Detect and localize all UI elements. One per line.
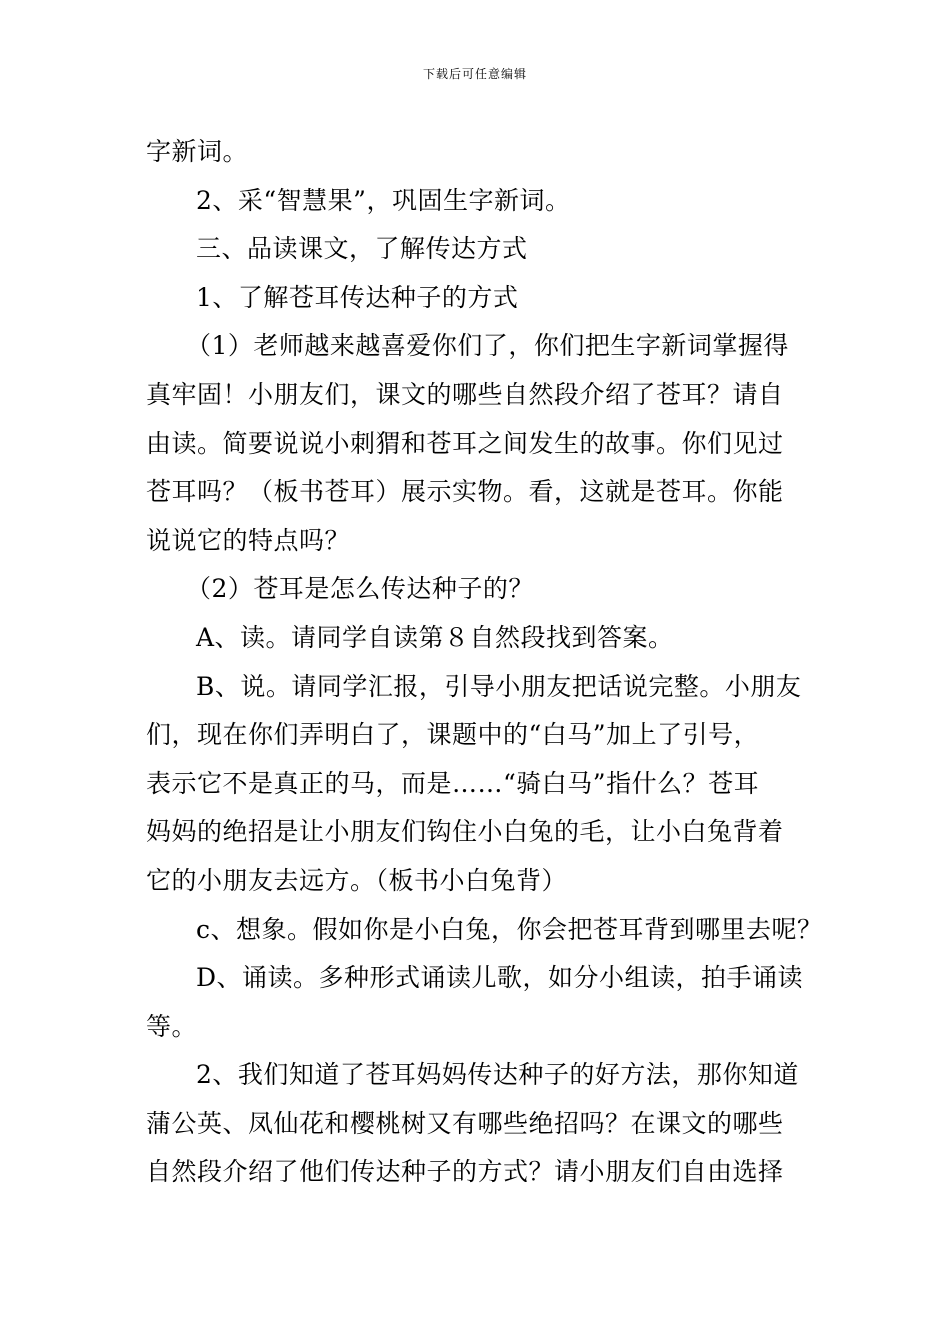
document-body bbox=[146, 128, 823, 1197]
text-line: （2）苍耳是怎么传达种子的？ bbox=[186, 574, 534, 604]
text-line: 2、我们知道了苍耳妈妈传达种子的好方法，那你知道 bbox=[196, 1060, 799, 1090]
subsection-heading: 1、了解苍耳传达种子的方式 bbox=[196, 282, 519, 312]
text-line: （1）老师越来越喜爱你们了，你们把生字新词掌握得 bbox=[186, 331, 789, 361]
section-heading: 三、品读课文，了解传达方式 bbox=[196, 234, 528, 264]
text-line: 字新词。 bbox=[146, 137, 249, 166]
text-line: A、读。请同学自读第８自然段找到答案。 bbox=[196, 622, 674, 652]
text-line: 蒲公英、凤仙花和樱桃树又有哪些绝招吗？在课文的哪些 bbox=[146, 1108, 784, 1138]
text-line: B、说。请同学汇报，引导小朋友把话说完整。小朋友 bbox=[196, 671, 802, 701]
text-line: c、想象。假如你是小白兔，你会把苍耳背到哪里去呢？ bbox=[196, 914, 823, 944]
text-line: 2、采“智慧果”，巩固生字新词。 bbox=[196, 185, 571, 215]
text-line: 自然段介绍了他们传达种子的方式？请小朋友们自由选择 bbox=[146, 1157, 784, 1187]
text-line: 表示它不是真正的马，而是……“骑白马”指什么？苍耳 bbox=[146, 768, 760, 798]
text-line: 妈妈的绝招是让小朋友们钩住小白兔的毛，让小白兔背着 bbox=[146, 817, 784, 847]
text-line: 它的小朋友去远方。（板书小白兔背） bbox=[146, 865, 568, 895]
text-line: 等。 bbox=[146, 1011, 198, 1041]
text-line: D、诵读。多种形式诵读儿歌，如分小组读，拍手诵读 bbox=[196, 963, 804, 993]
text-line: 苍耳吗？（板书苍耳）展示实物。看，这就是苍耳。你能 bbox=[146, 477, 784, 507]
text-line: 们，现在你们弄明白了，课题中的“白马”加上了引号， bbox=[146, 720, 760, 750]
text-line: 说说它的特点吗？ bbox=[146, 525, 351, 555]
page-header: 下载后可任意编辑 bbox=[422, 67, 527, 81]
text-line: 真牢固！小朋友们，课文的哪些自然段介绍了苍耳？请自 bbox=[146, 379, 784, 409]
text-line: 由读。简要说说小刺猬和苍耳之间发生的故事。你们见过 bbox=[146, 428, 784, 458]
